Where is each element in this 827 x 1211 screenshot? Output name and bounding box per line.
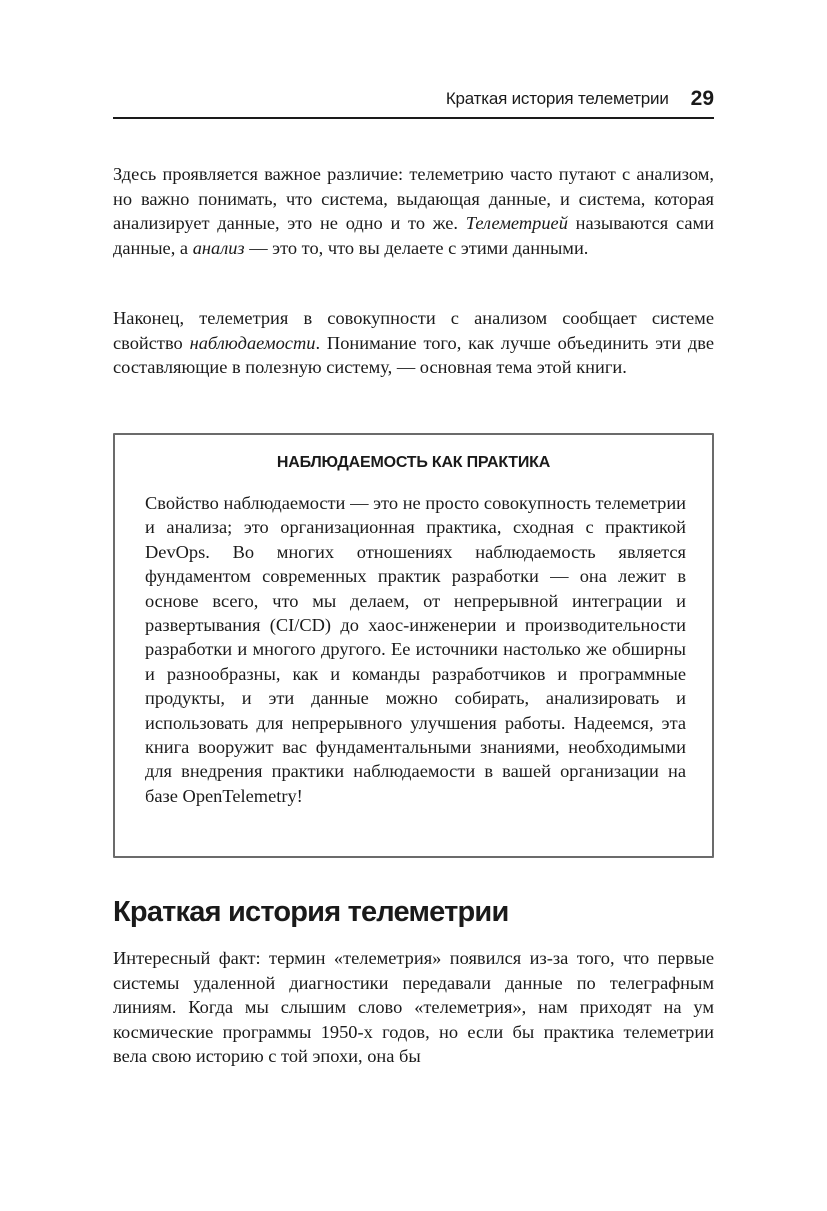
paragraph-observability (113, 306, 714, 380)
paragraph-history: Интересный факт: термин «телеметрия» появился из-за того, что первые системы удаленной диагностики передавали данные по телеграфным линиям. Когда мы слышим слово «телеметрия», нам приходят на ум космические программы 1950-х годов, но если бы практика телеметрии вела свою историю с той эпохи, она бы (113, 948, 714, 1067)
p2-text-1: Наконец, телеметрия в совокупности с анализом сообщает системе свойство (113, 308, 714, 353)
p1-term-telemetry: Телеметрией (465, 213, 568, 234)
running-header (113, 84, 714, 114)
page-number: 29 (690, 87, 714, 110)
sidebar-title: НАБЛЮДАЕМОСТЬ КАК ПРАКТИКА (276, 454, 551, 471)
section-heading: Краткая история телеметрии (113, 896, 509, 928)
p1-term-analysis: анализ (192, 237, 245, 258)
running-title: Краткая история телеметрии (445, 89, 669, 108)
paragraph-telemetry-vs-analysis (113, 162, 714, 260)
p1-text-3: — это то, что вы делаете с этими данными. (244, 237, 589, 258)
p2-term-observability: наблюдаемости (189, 332, 316, 353)
p2-text-2: . Понимание того, как лучше объединить эти две составляющие в полезную систему, — основная тема этой книги. (113, 332, 714, 378)
sidebar-box (113, 433, 714, 858)
header-rule (113, 117, 714, 119)
sidebar-text: Свойство наблюдаемости — это не просто совокупность телеметрии и анализа; это организационная практика, сходная с практикой DevOps. Во многих отношениях наблюдаемость является фундаментом современных практик разработки — она лежит в основе всего, что мы делаем, от непрерывной интеграции и развертывания (CI/CD) до хаос-инженерии и производительности разработки и многого другого. Ее источники настолько же обширны и разнообразны, как и команды разработчиков и программные продукты, и эти данные можно собирать, анализировать и использовать для непрерывного улучшения работы. Надеемся, эта книга вооружит вас фундаментальными знаниями, необходимыми для внедрения практики наблюдаемости в вашей организации на базе OpenTelemetry! (145, 493, 686, 806)
p1-text-2: называются сами данные, а (113, 213, 714, 258)
p1-text-1: Здесь проявляется важное различие: телеметрию часто путают с анализом, но важно понимать, что система, выдающая данные, и система, которая анализирует данные, это не одно и то же. (113, 164, 714, 234)
